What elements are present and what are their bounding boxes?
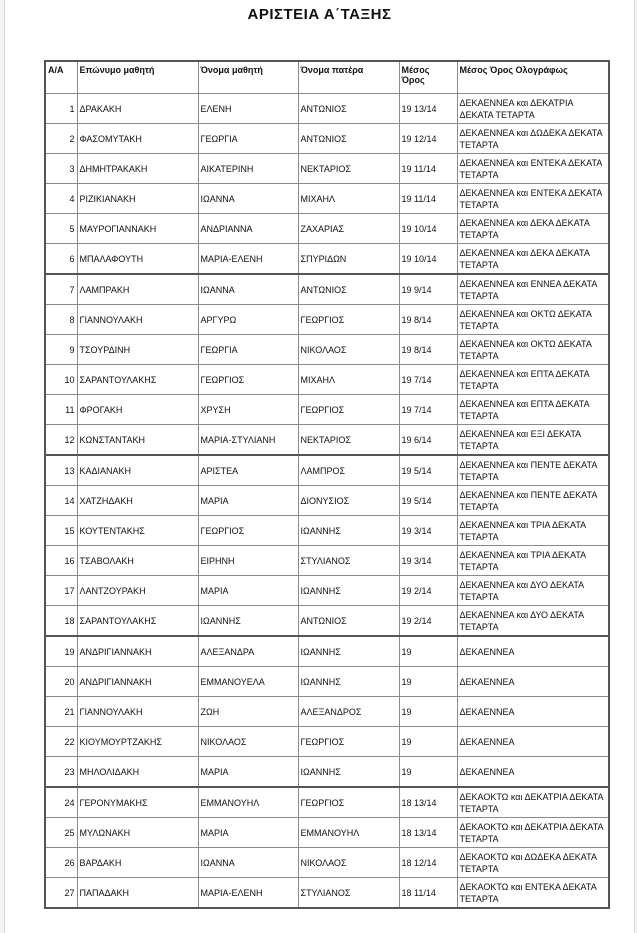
row-first-name: ΑΛΕΞΑΝΔΡΑ (198, 636, 298, 667)
row-average-words: ΔΕΚΑΕΝΝΕΑ και ΟΚΤΩ ΔΕΚΑΤΑ ΤΕΤΑΡΤΑ (457, 335, 609, 365)
row-first-name: ΓΕΩΡΓΙΟΣ (198, 365, 298, 395)
row-surname: ΚΟΥΤΕΝΤΑΚΗΣ (77, 516, 198, 546)
row-average: 19 6/14 (399, 425, 457, 456)
row-first-name: ΜΑΡΙΑ (198, 486, 298, 516)
row-average-words: ΔΕΚΑΕΝΝΕΑ και ΔΥΟ ΔΕΚΑΤΑ ΤΕΤΑΡΤΑ (457, 576, 609, 606)
row-father-name: ΓΕΩΡΓΙΟΣ (298, 727, 399, 757)
row-average-words: ΔΕΚΑΕΝΝΕΑ και ΔΩΔΕΚΑ ΔΕΚΑΤΑ ΤΕΤΑΡΤΑ (457, 124, 609, 154)
row-surname: ΧΑΤΖΗΔΑΚΗ (77, 486, 198, 516)
row-average-words: ΔΕΚΑΕΝΝΕΑ (457, 636, 609, 667)
row-average-words: ΔΕΚΑΕΝΝΕΑ και ΕΝΤΕΚΑ ΔΕΚΑΤΑ ΤΕΤΑΡΤΑ (457, 154, 609, 184)
row-first-name: ΙΩΑΝΝΑ (198, 848, 298, 878)
row-average-words: ΔΕΚΑΕΝΝΕΑ και ΠΕΝΤΕ ΔΕΚΑΤΑ ΤΕΤΑΡΤΑ (457, 486, 609, 516)
row-average-words: ΔΕΚΑΟΚΤΩ και ΔΕΚΑΤΡΙΑ ΔΕΚΑΤΑ ΤΕΤΑΡΤΑ (457, 818, 609, 848)
table-row (45, 636, 609, 667)
row-index: 16 (45, 546, 77, 576)
row-index: 19 (45, 636, 77, 667)
table-row (45, 818, 609, 848)
row-index: 7 (45, 274, 77, 305)
row-surname: ΣΑΡΑΝΤΟΥΛΑΚΗΣ (77, 606, 198, 637)
row-average-words: ΔΕΚΑΕΝΝΕΑ και ΕΠΤΑ ΔΕΚΑΤΑ ΤΕΤΑΡΤΑ (457, 395, 609, 425)
row-average: 19 12/14 (399, 124, 457, 154)
row-average-words: ΔΕΚΑΕΝΝΕΑ και ΕΞΙ ΔΕΚΑΤΑ ΤΕΤΑΡΤΑ (457, 425, 609, 456)
row-average: 19 (399, 667, 457, 697)
row-father-name: ΓΕΩΡΓΙΟΣ (298, 787, 399, 818)
header-surname: Επώνυμο μαθητή (77, 61, 198, 94)
row-average: 18 11/14 (399, 878, 457, 909)
row-first-name: ΕΛΕΝΗ (198, 94, 298, 124)
row-father-name: ΝΙΚΟΛΑΟΣ (298, 335, 399, 365)
row-average-words: ΔΕΚΑΕΝΝΕΑ και ΕΝΤΕΚΑ ΔΕΚΑΤΑ ΤΕΤΑΡΤΑ (457, 184, 609, 214)
row-surname: ΔΗΜΗΤΡΑΚΑΚΗ (77, 154, 198, 184)
row-father-name: ΑΝΤΩΝΙΟΣ (298, 606, 399, 637)
row-first-name: ΜΑΡΙΑ-ΕΛΕΝΗ (198, 244, 298, 275)
row-average: 19 2/14 (399, 576, 457, 606)
row-father-name: ΣΠΥΡΙΔΩΝ (298, 244, 399, 275)
row-average-words: ΔΕΚΑΕΝΝΕΑ (457, 757, 609, 788)
table-row (45, 787, 609, 818)
table-row (45, 124, 609, 154)
row-surname: ΛΑΜΠΡΑΚΗ (77, 274, 198, 305)
table-row (45, 667, 609, 697)
table-row (45, 425, 609, 456)
row-surname: ΑΝΔΡΙΓΙΑΝΝΑΚΗ (77, 636, 198, 667)
row-average: 19 7/14 (399, 365, 457, 395)
row-average: 19 7/14 (399, 395, 457, 425)
row-average: 19 8/14 (399, 335, 457, 365)
row-average: 19 (399, 727, 457, 757)
row-first-name: ΕΜΜΑΝΟΥΗΛ (198, 787, 298, 818)
row-average-words: ΔΕΚΑΕΝΝΕΑ και ΕΠΤΑ ΔΕΚΑΤΑ ΤΕΤΑΡΤΑ (457, 365, 609, 395)
row-first-name: ΙΩΑΝΝΗΣ (198, 606, 298, 637)
row-average: 19 (399, 697, 457, 727)
row-index: 5 (45, 214, 77, 244)
row-father-name: ΙΩΑΝΝΗΣ (298, 667, 399, 697)
row-father-name: ΝΙΚΟΛΑΟΣ (298, 848, 399, 878)
row-average: 19 (399, 636, 457, 667)
row-average-words: ΔΕΚΑΕΝΝΕΑ και ΔΕΚΑΤΡΙΑ ΔΕΚΑΤΑ ΤΕΤΑΡΤΑ (457, 94, 609, 124)
row-average: 19 10/14 (399, 244, 457, 275)
row-average-words: ΔΕΚΑΕΝΝΕΑ (457, 667, 609, 697)
table-row (45, 486, 609, 516)
row-first-name: ΑΡΙΣΤΕΑ (198, 455, 298, 486)
table-header-row (45, 61, 609, 94)
header-first-name: Όνομα μαθητή (198, 61, 298, 94)
row-index: 1 (45, 94, 77, 124)
document-page (4, 0, 635, 933)
row-average: 19 3/14 (399, 516, 457, 546)
row-father-name: ΕΜΜΑΝΟΥΗΛ (298, 818, 399, 848)
row-first-name: ΕΜΜΑΝΟΥΕΛΑ (198, 667, 298, 697)
row-first-name: ΓΕΩΡΓΙΑ (198, 124, 298, 154)
row-first-name: ΝΙΚΟΛΑΟΣ (198, 727, 298, 757)
table-row (45, 455, 609, 486)
row-average: 19 5/14 (399, 486, 457, 516)
row-average: 19 9/14 (399, 274, 457, 305)
row-index: 20 (45, 667, 77, 697)
row-surname: ΔΡΑΚΑΚΗ (77, 94, 198, 124)
row-surname: ΜΗΛΟΛΙΔΑΚΗ (77, 757, 198, 788)
header-father-name: Όνομα πατέρα (298, 61, 399, 94)
table-row (45, 214, 609, 244)
row-father-name: ΑΝΤΩΝΙΟΣ (298, 124, 399, 154)
row-index: 24 (45, 787, 77, 818)
row-surname: ΑΝΔΡΙΓΙΑΝΝΑΚΗ (77, 667, 198, 697)
row-surname: ΠΑΠΑΔΑΚΗ (77, 878, 198, 909)
row-surname: ΓΙΑΝΝΟΥΛΑΚΗ (77, 697, 198, 727)
row-father-name: ΝΕΚΤΑΡΙΟΣ (298, 425, 399, 456)
row-father-name: ΙΩΑΝΝΗΣ (298, 757, 399, 788)
row-index: 23 (45, 757, 77, 788)
row-father-name: ΖΑΧΑΡΙΑΣ (298, 214, 399, 244)
row-first-name: ΑΝΔΡΙΑΝΝΑ (198, 214, 298, 244)
row-average-words: ΔΕΚΑΟΚΤΩ και ΔΕΚΑΤΡΙΑ ΔΕΚΑΤΑ ΤΕΤΑΡΤΑ (457, 787, 609, 818)
row-index: 26 (45, 848, 77, 878)
row-surname: ΚΙΟΥΜΟΥΡΤΖΑΚΗΣ (77, 727, 198, 757)
row-surname: ΜΠΑΛΑΦΟΥΤΗ (77, 244, 198, 275)
table-row (45, 516, 609, 546)
row-index: 6 (45, 244, 77, 275)
row-index: 4 (45, 184, 77, 214)
row-average-words: ΔΕΚΑΕΝΝΕΑ και ΔΕΚΑ ΔΕΚΑΤΑ ΤΕΤΑΡΤΑ (457, 244, 609, 275)
row-father-name: ΙΩΑΝΝΗΣ (298, 636, 399, 667)
table-row (45, 576, 609, 606)
table-row (45, 305, 609, 335)
row-surname: ΛΑΝΤΖΟΥΡΑΚΗ (77, 576, 198, 606)
row-index: 27 (45, 878, 77, 909)
header-index: Α/Α (45, 61, 77, 94)
row-first-name: ΜΑΡΙΑ (198, 757, 298, 788)
row-average: 19 11/14 (399, 154, 457, 184)
table-row (45, 878, 609, 909)
row-index: 22 (45, 727, 77, 757)
row-average-words: ΔΕΚΑΟΚΤΩ και ΕΝΤΕΚΑ ΔΕΚΑΤΑ ΤΕΤΑΡΤΑ (457, 878, 609, 909)
row-index: 2 (45, 124, 77, 154)
row-average-words: ΔΕΚΑΕΝΝΕΑ και ΕΝΝΕΑ ΔΕΚΑΤΑ ΤΕΤΑΡΤΑ (457, 274, 609, 305)
row-surname: ΜΥΛΩΝΑΚΗ (77, 818, 198, 848)
table-row (45, 606, 609, 637)
row-average: 19 10/14 (399, 214, 457, 244)
row-average: 19 2/14 (399, 606, 457, 637)
row-average: 19 (399, 757, 457, 788)
row-index: 11 (45, 395, 77, 425)
row-first-name: ΜΑΡΙΑ-ΕΛΕΝΗ (198, 878, 298, 909)
row-first-name: ΓΕΩΡΓΙΑ (198, 335, 298, 365)
row-first-name: ΙΩΑΝΝΑ (198, 274, 298, 305)
table-body (45, 94, 609, 909)
row-index: 17 (45, 576, 77, 606)
row-surname: ΦΡΟΓΑΚΗ (77, 395, 198, 425)
row-surname: ΡΙΖΙΚΙΑΝΑΚΗ (77, 184, 198, 214)
row-index: 21 (45, 697, 77, 727)
row-surname: ΚΑΔΙΑΝΑΚΗ (77, 455, 198, 486)
row-first-name: ΑΙΚΑΤΕΡΙΝΗ (198, 154, 298, 184)
row-average: 18 12/14 (399, 848, 457, 878)
row-average-words: ΔΕΚΑΕΝΝΕΑ και ΤΡΙΑ ΔΕΚΑΤΑ ΤΕΤΑΡΤΑ (457, 516, 609, 546)
row-father-name: ΔΙΟΝΥΣΙΟΣ (298, 486, 399, 516)
row-surname: ΜΑΥΡΟΓΙΑΝΝΑΚΗ (77, 214, 198, 244)
table-row (45, 757, 609, 788)
header-average-words: Μέσος Όρος Ολογράφως (457, 61, 609, 94)
row-first-name: ΕΙΡΗΝΗ (198, 546, 298, 576)
row-surname: ΚΩΝΣΤΑΝΤΑΚΗ (77, 425, 198, 456)
table-row (45, 154, 609, 184)
table-row (45, 848, 609, 878)
row-surname: ΒΑΡΔΑΚΗ (77, 848, 198, 878)
row-average: 19 5/14 (399, 455, 457, 486)
row-surname: ΤΣΑΒΟΛΑΚΗ (77, 546, 198, 576)
table-row (45, 395, 609, 425)
row-average-words: ΔΕΚΑΕΝΝΕΑ και ΔΥΟ ΔΕΚΑΤΑ ΤΕΤΑΡΤΑ (457, 606, 609, 637)
row-father-name: ΓΕΩΡΓΙΟΣ (298, 305, 399, 335)
row-first-name: ΧΡΥΣΗ (198, 395, 298, 425)
row-first-name: ΜΑΡΙΑ (198, 576, 298, 606)
table-row (45, 244, 609, 275)
row-average-words: ΔΕΚΑΕΝΝΕΑ (457, 727, 609, 757)
row-index: 9 (45, 335, 77, 365)
row-surname: ΓΕΡΟΝΥΜΑΚΗΣ (77, 787, 198, 818)
row-surname: ΓΙΑΝΝΟΥΛΑΚΗ (77, 305, 198, 335)
row-average: 18 13/14 (399, 787, 457, 818)
row-first-name: ΑΡΓΥΡΩ (198, 305, 298, 335)
table-row (45, 274, 609, 305)
row-average: 19 8/14 (399, 305, 457, 335)
row-index: 18 (45, 606, 77, 637)
row-index: 12 (45, 425, 77, 456)
row-father-name: ΝΕΚΤΑΡΙΟΣ (298, 154, 399, 184)
row-average-words: ΔΕΚΑΕΝΝΕΑ και ΟΚΤΩ ΔΕΚΑΤΑ ΤΕΤΑΡΤΑ (457, 305, 609, 335)
row-surname: ΦΑΣΟΜΥΤΑΚΗ (77, 124, 198, 154)
row-index: 13 (45, 455, 77, 486)
row-first-name: ΙΩΑΝΝΑ (198, 184, 298, 214)
table-row (45, 365, 609, 395)
row-average: 19 3/14 (399, 546, 457, 576)
row-father-name: ΓΕΩΡΓΙΟΣ (298, 395, 399, 425)
row-index: 15 (45, 516, 77, 546)
table-row (45, 546, 609, 576)
header-average: Μέσος Όρος (399, 61, 457, 94)
excellence-table (44, 60, 610, 909)
row-index: 25 (45, 818, 77, 848)
row-first-name: ΜΑΡΙΑ-ΣΤΥΛΙΑΝΗ (198, 425, 298, 456)
row-average-words: ΔΕΚΑΕΝΝΕΑ και ΠΕΝΤΕ ΔΕΚΑΤΑ ΤΕΤΑΡΤΑ (457, 455, 609, 486)
table-row (45, 697, 609, 727)
row-father-name: ΙΩΑΝΝΗΣ (298, 516, 399, 546)
row-father-name: ΜΙΧΑΗΛ (298, 365, 399, 395)
row-average-words: ΔΕΚΑΟΚΤΩ και ΔΩΔΕΚΑ ΔΕΚΑΤΑ ΤΕΤΑΡΤΑ (457, 848, 609, 878)
row-surname: ΤΣΟΥΡΔΙΝΗ (77, 335, 198, 365)
row-father-name: ΑΛΕΞΑΝΔΡΟΣ (298, 697, 399, 727)
row-father-name: ΑΝΤΩΝΙΟΣ (298, 94, 399, 124)
row-index: 14 (45, 486, 77, 516)
table-row (45, 184, 609, 214)
row-father-name: ΜΙΧΑΗΛ (298, 184, 399, 214)
row-first-name: ΓΕΩΡΓΙΟΣ (198, 516, 298, 546)
row-index: 3 (45, 154, 77, 184)
row-average: 19 13/14 (399, 94, 457, 124)
row-surname: ΣΑΡΑΝΤΟΥΛΑΚΗΣ (77, 365, 198, 395)
table-row (45, 94, 609, 124)
row-father-name: ΣΤΥΛΙΑΝΟΣ (298, 878, 399, 909)
row-father-name: ΛΑΜΠΡΟΣ (298, 455, 399, 486)
row-first-name: ΖΩΗ (198, 697, 298, 727)
row-index: 10 (45, 365, 77, 395)
row-index: 8 (45, 305, 77, 335)
row-father-name: ΣΤΥΛΙΑΝΟΣ (298, 546, 399, 576)
row-average: 18 13/14 (399, 818, 457, 848)
row-average-words: ΔΕΚΑΕΝΝΕΑ και ΤΡΙΑ ΔΕΚΑΤΑ ΤΕΤΑΡΤΑ (457, 546, 609, 576)
row-father-name: ΑΝΤΩΝΙΟΣ (298, 274, 399, 305)
row-father-name: ΙΩΑΝΝΗΣ (298, 576, 399, 606)
row-average-words: ΔΕΚΑΕΝΝΕΑ (457, 697, 609, 727)
row-average: 19 11/14 (399, 184, 457, 214)
table-row (45, 335, 609, 365)
row-average-words: ΔΕΚΑΕΝΝΕΑ και ΔΕΚΑ ΔΕΚΑΤΑ ΤΕΤΑΡΤΑ (457, 214, 609, 244)
document-title: ΑΡΙΣΤΕΙΑ Α΄ΤΑΞΗΣ (247, 6, 392, 23)
table-row (45, 727, 609, 757)
row-first-name: ΜΑΡΙΑ (198, 818, 298, 848)
